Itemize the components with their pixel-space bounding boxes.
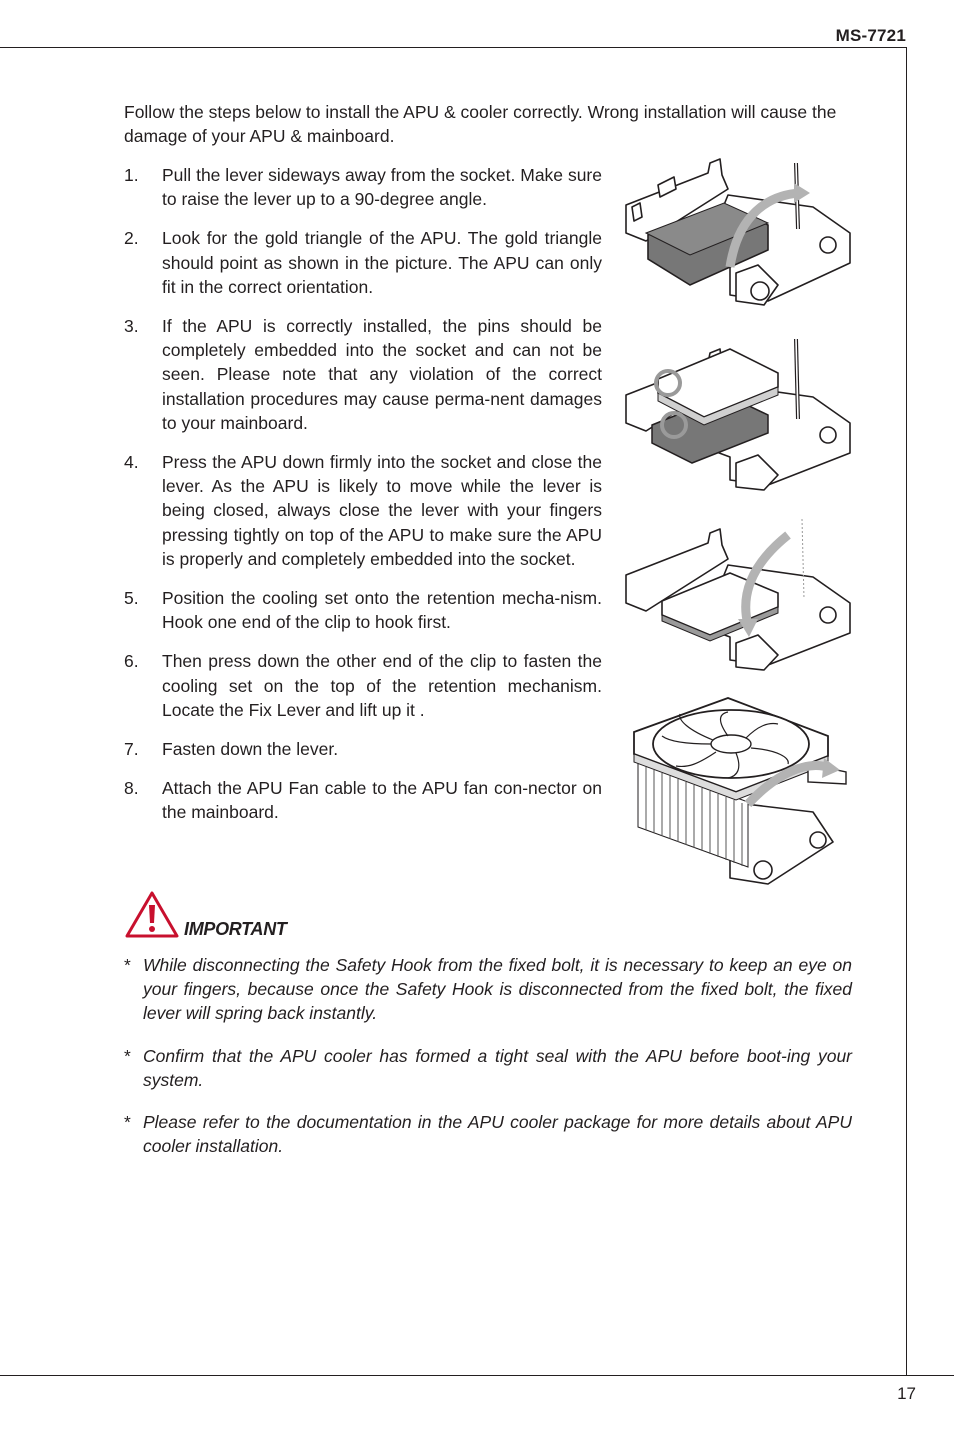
step-number: 1.: [124, 165, 139, 185]
step-text: Pull the lever sideways away from the socket. Make sure to raise the lever up to a 90-degree angle.: [162, 165, 602, 210]
step-item: [124, 649, 602, 722]
step-text: Fasten down the lever.: [162, 739, 339, 760]
note-text: While disconnecting the Safety Hook from the fixed bolt, it is necessary to keep an eye on your fingers, because once the Safety Hook is disconnected from the fixed bolt, the fixed lever will spring back instantly.: [143, 955, 852, 1024]
note-item: [124, 1044, 852, 1092]
step-text: Then press down the other end of the clip to fasten the cooling set on the top of the retention mechanism. Locate the Fix Lever and lift up it .: [162, 651, 602, 720]
socket-lever-raised-illustration: [618, 155, 858, 315]
note-text: Confirm that the APU cooler has formed a tight seal with the APU before boot-ing your system.: [143, 1045, 852, 1090]
step-number: 6.: [124, 651, 139, 672]
model-number: MS-7721: [835, 26, 906, 45]
step-item: [124, 737, 602, 761]
apu-alignment-illustration: [618, 335, 858, 495]
step-item: [124, 586, 602, 634]
header-rule: [0, 47, 907, 48]
step-text: Press the APU down firmly into the socket and close the lever. As the APU is likely to move while the lever is being closed, always close the lever with your fingers pressing tightly on top of the APU to make sure the APU is properly and completely embedded into the socket.: [162, 452, 602, 569]
note-text: Please refer to the documentation in the APU cooler package for more details about APU cooler installation.: [143, 1112, 852, 1157]
note-bullet: *: [124, 1112, 131, 1133]
cooler-installation-illustration: [618, 692, 858, 892]
step-item: [124, 226, 602, 299]
intro-paragraph: Follow the steps below to install the APU & cooler correctly. Wrong installation will cause the damage of your APU & mainboard.: [124, 102, 837, 146]
lever-closing-illustration: [618, 515, 858, 675]
page-number: 17: [897, 1384, 916, 1403]
install-steps: [124, 163, 602, 825]
note-item: [124, 1110, 852, 1158]
note-bullet: *: [124, 955, 131, 975]
footer-rule: [0, 1375, 954, 1376]
step-item: [124, 776, 602, 824]
step-number: 7.: [124, 739, 139, 760]
step-item: [124, 450, 602, 571]
note-bullet: *: [124, 1045, 131, 1066]
step-text: Look for the gold triangle of the APU. The gold triangle should point as shown in the picture. The APU can only fit in the correct orientation.: [162, 228, 602, 297]
warning-triangle-icon: [124, 890, 180, 940]
important-heading: IMPORTANT: [184, 919, 287, 939]
important-notes: [124, 953, 852, 1158]
step-text: Position the cooling set onto the retention mecha-nism. Hook one end of the clip to hook first.: [162, 588, 602, 633]
step-item: [124, 163, 602, 211]
step-number: 5.: [124, 588, 139, 609]
note-item: [124, 953, 852, 1026]
step-number: 3.: [124, 316, 139, 337]
step-text: Attach the APU Fan cable to the APU fan con-nector on the mainboard.: [162, 778, 602, 823]
step-number: 2.: [124, 228, 139, 249]
margin-rule: [906, 47, 907, 1375]
step-item: [124, 314, 602, 435]
step-number: 4.: [124, 452, 139, 473]
step-number: 8.: [124, 778, 139, 799]
step-text: If the APU is correctly installed, the pins should be completely embedded into the socket and can not be seen. Please note that any violation of the correct installation procedures may cause perma-nent damages to your mainboard.: [162, 316, 602, 433]
